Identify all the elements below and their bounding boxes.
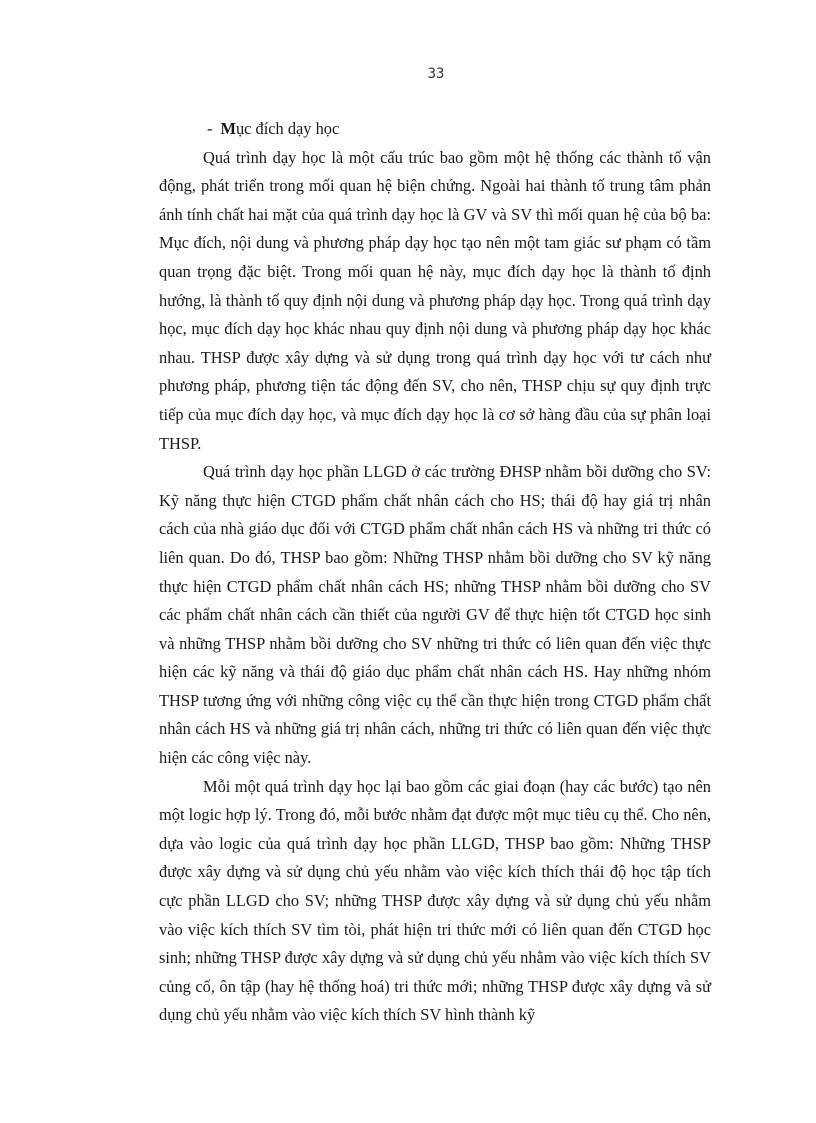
page-number: 33 <box>427 66 445 82</box>
page-content <box>159 115 711 1030</box>
paragraph-3: Mỗi một quá trình dạy học lại bao gồm các giai đoạn (hay các bước) tạo nên một logic hợp lý. Trong đó, mỗi bước nhằm đạt được một mục tiêu cụ thể. Cho nên, dựa vào logic của quá trình dạy học phần LLGD, THSP bao gồm: Những THSP được xây dựng và sử dụng chủ yếu nhằm vào việc kích thích thái độ học tập tích cực phần LLGD cho SV; những THSP được xây dựng và sử dụng chủ yếu nhằm vào việc kích thích SV tìm tòi, phát hiện tri thức mới có liên quan đến CTGD học sinh; những THSP được xây dựng và sử dụng chủ yếu nhằm vào việc kích thích SV củng cố, ôn tập (hay hệ thống hoá) tri thức mới; những THSP được xây dựng và sử dụng chủ yếu nhằm vào việc kích thích SV hình thành kỹ <box>159 776 711 1025</box>
paragraph-2: Quá trình dạy học phần LLGD ở các trường ĐHSP nhằm bồi dưỡng cho SV: Kỹ năng thực hiện CTGD phẩm chất nhân cách cho HS; thái độ hay giá trị nhân cách của nhà giáo dục đối với CTGD phẩm chất nhân cách HS và những tri thức có liên quan. Do đó, THSP bao gồm: Những THSP nhằm bồi dưỡng cho SV kỹ năng thực hiện CTGD phẩm chất nhân cách HS; những THSP nhằm bồi dưỡng cho SV các phẩm chất nhân cách cần thiết của người GV để thực hiện tốt CTGD học sinh và những THSP nhằm bồi dưỡng cho SV những tri thức có liên quan đến việc thực hiện các kỹ năng và thái độ giáo dục phẩm chất nhân cách HS. Hay những nhóm THSP tương ứng với những công việc cụ thể cần thực hiện trong CTGD phẩm chất nhân cách HS và những giá trị nhân cách, những tri thức có liên quan đến việc thực hiện các công việc này. <box>159 462 711 768</box>
heading-bold-letter: M <box>220 119 236 138</box>
heading-text: ục đích dạy học <box>235 119 340 138</box>
section-heading <box>159 115 711 144</box>
heading-dash: - <box>207 119 213 138</box>
paragraph-1: Quá trình dạy học là một cấu trúc bao gồm một hệ thống các thành tố vận động, phát triển trong mối quan hệ biện chứng. Ngoài hai thành tố trung tâm phản ánh tính chất hai mặt của quá trình dạy học là GV và SV thì mối quan hệ của bộ ba: Mục đích, nội dung và phương pháp dạy học tạo nên một tam giác sư phạm có tầm quan trọng đặc biệt. Trong mối quan hệ này, mục đích dạy học là thành tố định hướng, là thành tố quy định nội dung và phương pháp dạy học. Trong quá trình dạy học, mục đích dạy học khác nhau quy định nội dung và phương pháp dạy học khác nhau. THSP được xây dựng và sử dụng trong quá trình dạy học với tư cách như phương pháp, phương tiện tác động đến SV, cho nên, THSP chịu sự quy định trực tiếp của mục đích dạy học, và mục đích dạy học là cơ sở hàng đầu của sự phân loại THSP. <box>159 147 711 453</box>
